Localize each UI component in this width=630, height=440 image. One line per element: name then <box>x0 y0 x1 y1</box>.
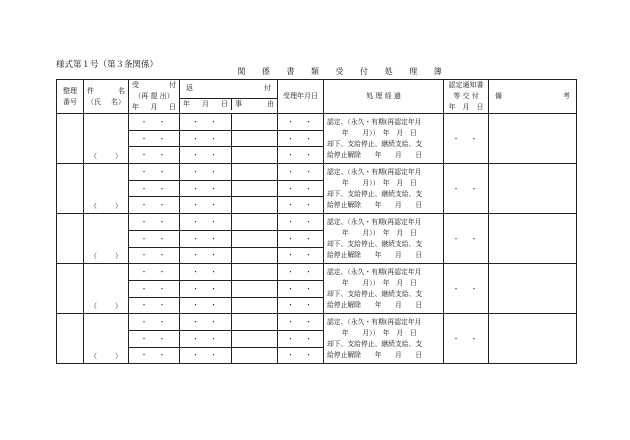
header-uketsuke <box>129 80 180 114</box>
process-line-3: 却下、支給停止、継続支給、支 <box>327 239 423 248</box>
paren-close: ） <box>115 202 122 211</box>
header-shori: 処 理 経 過 <box>324 80 444 114</box>
cell-juri-date: ・ ・ <box>278 147 324 164</box>
header-seiri <box>57 80 84 114</box>
cell-biko <box>489 164 577 214</box>
cell-seiri <box>57 264 84 314</box>
ledger-table <box>56 79 577 364</box>
header-hen-month: 月 <box>202 100 209 108</box>
cell-shori-process <box>324 264 444 314</box>
process-line-3: 却下、支給停止、継続支給、支 <box>327 189 423 198</box>
process-line-2: 年 月）） 年 月 日 <box>342 278 417 287</box>
paren-close: ） <box>115 252 122 261</box>
cell-juri-date: ・ ・ <box>278 230 324 247</box>
cell-hen-date: ・ ・ <box>180 247 232 264</box>
header-hen-a: 返 <box>186 84 193 92</box>
cell-seiri <box>57 314 84 364</box>
cell-biko <box>489 264 577 314</box>
cell-ken <box>84 114 129 164</box>
process-line-4: 給停止解除 年 月 日 <box>327 350 423 359</box>
cell-hen-reason <box>232 147 278 164</box>
cell-uketsuke-date: ・ ・ <box>129 297 180 314</box>
cell-uketsuke-date: ・ ・ <box>129 247 180 264</box>
cell-ken <box>84 214 129 264</box>
header-hen-b: 付 <box>264 84 271 92</box>
cell-nintei-date: ・ ・ <box>444 264 489 314</box>
cell-hen-reason <box>232 264 278 281</box>
header-juri: 受理年月日 <box>278 80 324 114</box>
cell-hen-reason <box>232 114 278 131</box>
process-line-1: 認定、（永久・有期(再認定年月 <box>327 117 422 126</box>
cell-hen-reason <box>232 197 278 214</box>
cell-hen-date: ・ ・ <box>180 164 232 181</box>
cell-uketsuke-date: ・ ・ <box>129 314 180 331</box>
form-label: 様式第１号（第３条関係） <box>56 60 159 70</box>
process-line-3: 却下、支給停止、継続支給、支 <box>327 139 423 148</box>
process-line-3: 却下、支給停止、継続支給、支 <box>327 289 423 298</box>
process-line-1: 認定、（永久・有期(再認定年月 <box>327 267 422 276</box>
process-line-4: 給停止解除 年 月 日 <box>327 300 423 309</box>
cell-hen-reason <box>232 297 278 314</box>
cell-hen-date: ・ ・ <box>180 147 232 164</box>
cell-ken <box>84 164 129 214</box>
cell-hen-reason <box>232 130 278 147</box>
cell-uketsuke-date: ・ ・ <box>129 147 180 164</box>
cell-nintei-date: ・ ・ <box>444 164 489 214</box>
process-line-2: 年 月）） 年 月 日 <box>342 228 417 237</box>
cell-uketsuke-date: ・ ・ <box>129 347 180 364</box>
cell-hen-date: ・ ・ <box>180 197 232 214</box>
process-line-4: 給停止解除 年 月 日 <box>327 150 423 159</box>
cell-hen-date: ・ ・ <box>180 280 232 297</box>
process-line-4: 給停止解除 年 月 日 <box>327 250 423 259</box>
header-nintei <box>444 80 489 114</box>
cell-shori-process <box>324 114 444 164</box>
cell-juri-date: ・ ・ <box>278 130 324 147</box>
cell-hen-date: ・ ・ <box>180 230 232 247</box>
cell-hen-date: ・ ・ <box>180 264 232 281</box>
form-title: 関 係 書 類 受 付 処 理 簿 <box>237 67 449 76</box>
paren-close: ） <box>115 352 122 361</box>
cell-hen-reason <box>232 314 278 331</box>
process-line-3: 却下、支給停止、継続支給、支 <box>327 339 423 348</box>
header-uketsuke-b: 付 <box>169 81 176 89</box>
cell-shori-process <box>324 164 444 214</box>
header-ken-b: 名 <box>118 86 125 95</box>
cell-hen-reason <box>232 180 278 197</box>
table-row <box>57 264 577 281</box>
cell-biko <box>489 114 577 164</box>
cell-uketsuke-date: ・ ・ <box>129 214 180 231</box>
cell-seiri <box>57 114 84 164</box>
cell-juri-date: ・ ・ <box>278 247 324 264</box>
cell-hen-date: ・ ・ <box>180 114 232 131</box>
cell-hen-date: ・ ・ <box>180 180 232 197</box>
paren-open: （ <box>90 202 97 211</box>
process-line-1: 認定、（永久・有期(再認定年月 <box>327 317 422 326</box>
table-row <box>57 214 577 231</box>
cell-juri-date: ・ ・ <box>278 297 324 314</box>
cell-seiri <box>57 164 84 214</box>
cell-hen-reason <box>232 164 278 181</box>
header-seiri-line1: 整理 <box>63 86 77 95</box>
cell-juri-date: ・ ・ <box>278 214 324 231</box>
process-line-1: 認定、（永久・有期(再認定年月 <box>327 217 422 226</box>
cell-uketsuke-date: ・ ・ <box>129 330 180 347</box>
header-nintei-2: 等 交 付 <box>453 92 479 100</box>
table-row <box>57 314 577 331</box>
header-hen-reason-b: 由 <box>267 100 274 108</box>
cell-hen-date: ・ ・ <box>180 330 232 347</box>
header-uk-year: 年 <box>132 103 139 111</box>
table-row <box>57 114 577 131</box>
cell-uketsuke-date: ・ ・ <box>129 280 180 297</box>
header-nintei-3: 年 月 日 <box>448 103 484 111</box>
cell-juri-date: ・ ・ <box>278 180 324 197</box>
paren-close: ） <box>115 302 122 311</box>
cell-nintei-date: ・ ・ <box>444 214 489 264</box>
header-biko-a: 備 <box>495 92 502 100</box>
cell-ken <box>84 264 129 314</box>
cell-uketsuke-date: ・ ・ <box>129 197 180 214</box>
cell-shori-process <box>324 314 444 364</box>
header-nintei-1: 認定通知書 <box>448 81 484 89</box>
cell-uketsuke-date: ・ ・ <box>129 230 180 247</box>
cell-juri-date: ・ ・ <box>278 114 324 131</box>
header-ken-d: 名） <box>111 97 125 106</box>
cell-uketsuke-date: ・ ・ <box>129 180 180 197</box>
process-line-4: 給停止解除 年 月 日 <box>327 200 423 209</box>
header-uketsuke-a: 受 <box>132 81 139 89</box>
paren-open: （ <box>90 352 97 361</box>
cell-hen-reason <box>232 347 278 364</box>
cell-hen-reason <box>232 280 278 297</box>
header-hen-reason-a: 事 <box>235 100 242 108</box>
cell-ken <box>84 314 129 364</box>
cell-hen-date: ・ ・ <box>180 130 232 147</box>
process-line-1: 認定、（永久・有期(再認定年月 <box>327 167 422 176</box>
cell-uketsuke-date: ・ ・ <box>129 130 180 147</box>
cell-seiri <box>57 214 84 264</box>
header-hen-day: 日 <box>221 100 228 108</box>
cell-juri-date: ・ ・ <box>278 330 324 347</box>
paren-close: ） <box>115 152 122 161</box>
cell-juri-date: ・ ・ <box>278 280 324 297</box>
cell-shori-process <box>324 214 444 264</box>
cell-hen-reason <box>232 247 278 264</box>
cell-nintei-date: ・ ・ <box>444 114 489 164</box>
cell-hen-date: ・ ・ <box>180 297 232 314</box>
cell-uketsuke-date: ・ ・ <box>129 164 180 181</box>
header-uketsuke-sub: （再 提 出） <box>134 92 174 100</box>
header-row <box>57 80 577 114</box>
header-seiri-line2: 番号 <box>63 97 77 106</box>
header-uk-month: 月 <box>150 103 158 111</box>
cell-biko <box>489 214 577 264</box>
cell-uketsuke-date: ・ ・ <box>129 264 180 281</box>
process-line-2: 年 月）） 年 月 日 <box>342 328 417 337</box>
cell-hen-reason <box>232 230 278 247</box>
cell-juri-date: ・ ・ <box>278 264 324 281</box>
header-ken-c: （氏 <box>87 97 101 106</box>
paren-open: （ <box>90 252 97 261</box>
header-biko-b: 考 <box>563 92 570 100</box>
cell-hen-reason <box>232 330 278 347</box>
cell-nintei-date: ・ ・ <box>444 314 489 364</box>
cell-hen-reason <box>232 214 278 231</box>
process-line-2: 年 月）） 年 月 日 <box>342 128 417 137</box>
cell-juri-date: ・ ・ <box>278 164 324 181</box>
paren-open: （ <box>90 302 97 311</box>
header-ken-a: 件 <box>87 86 94 95</box>
header-hen <box>180 80 278 114</box>
header-biko <box>489 80 577 114</box>
cell-hen-date: ・ ・ <box>180 347 232 364</box>
cell-juri-date: ・ ・ <box>278 347 324 364</box>
process-line-2: 年 月）） 年 月 日 <box>342 178 417 187</box>
header-uk-day: 日 <box>169 103 176 111</box>
header-hen-year: 年 <box>183 100 190 108</box>
cell-hen-date: ・ ・ <box>180 314 232 331</box>
cell-juri-date: ・ ・ <box>278 314 324 331</box>
cell-juri-date: ・ ・ <box>278 197 324 214</box>
paren-open: （ <box>90 152 97 161</box>
table-row <box>57 164 577 181</box>
cell-uketsuke-date: ・ ・ <box>129 114 180 131</box>
cell-hen-date: ・ ・ <box>180 214 232 231</box>
cell-biko <box>489 314 577 364</box>
header-ken <box>84 80 129 114</box>
